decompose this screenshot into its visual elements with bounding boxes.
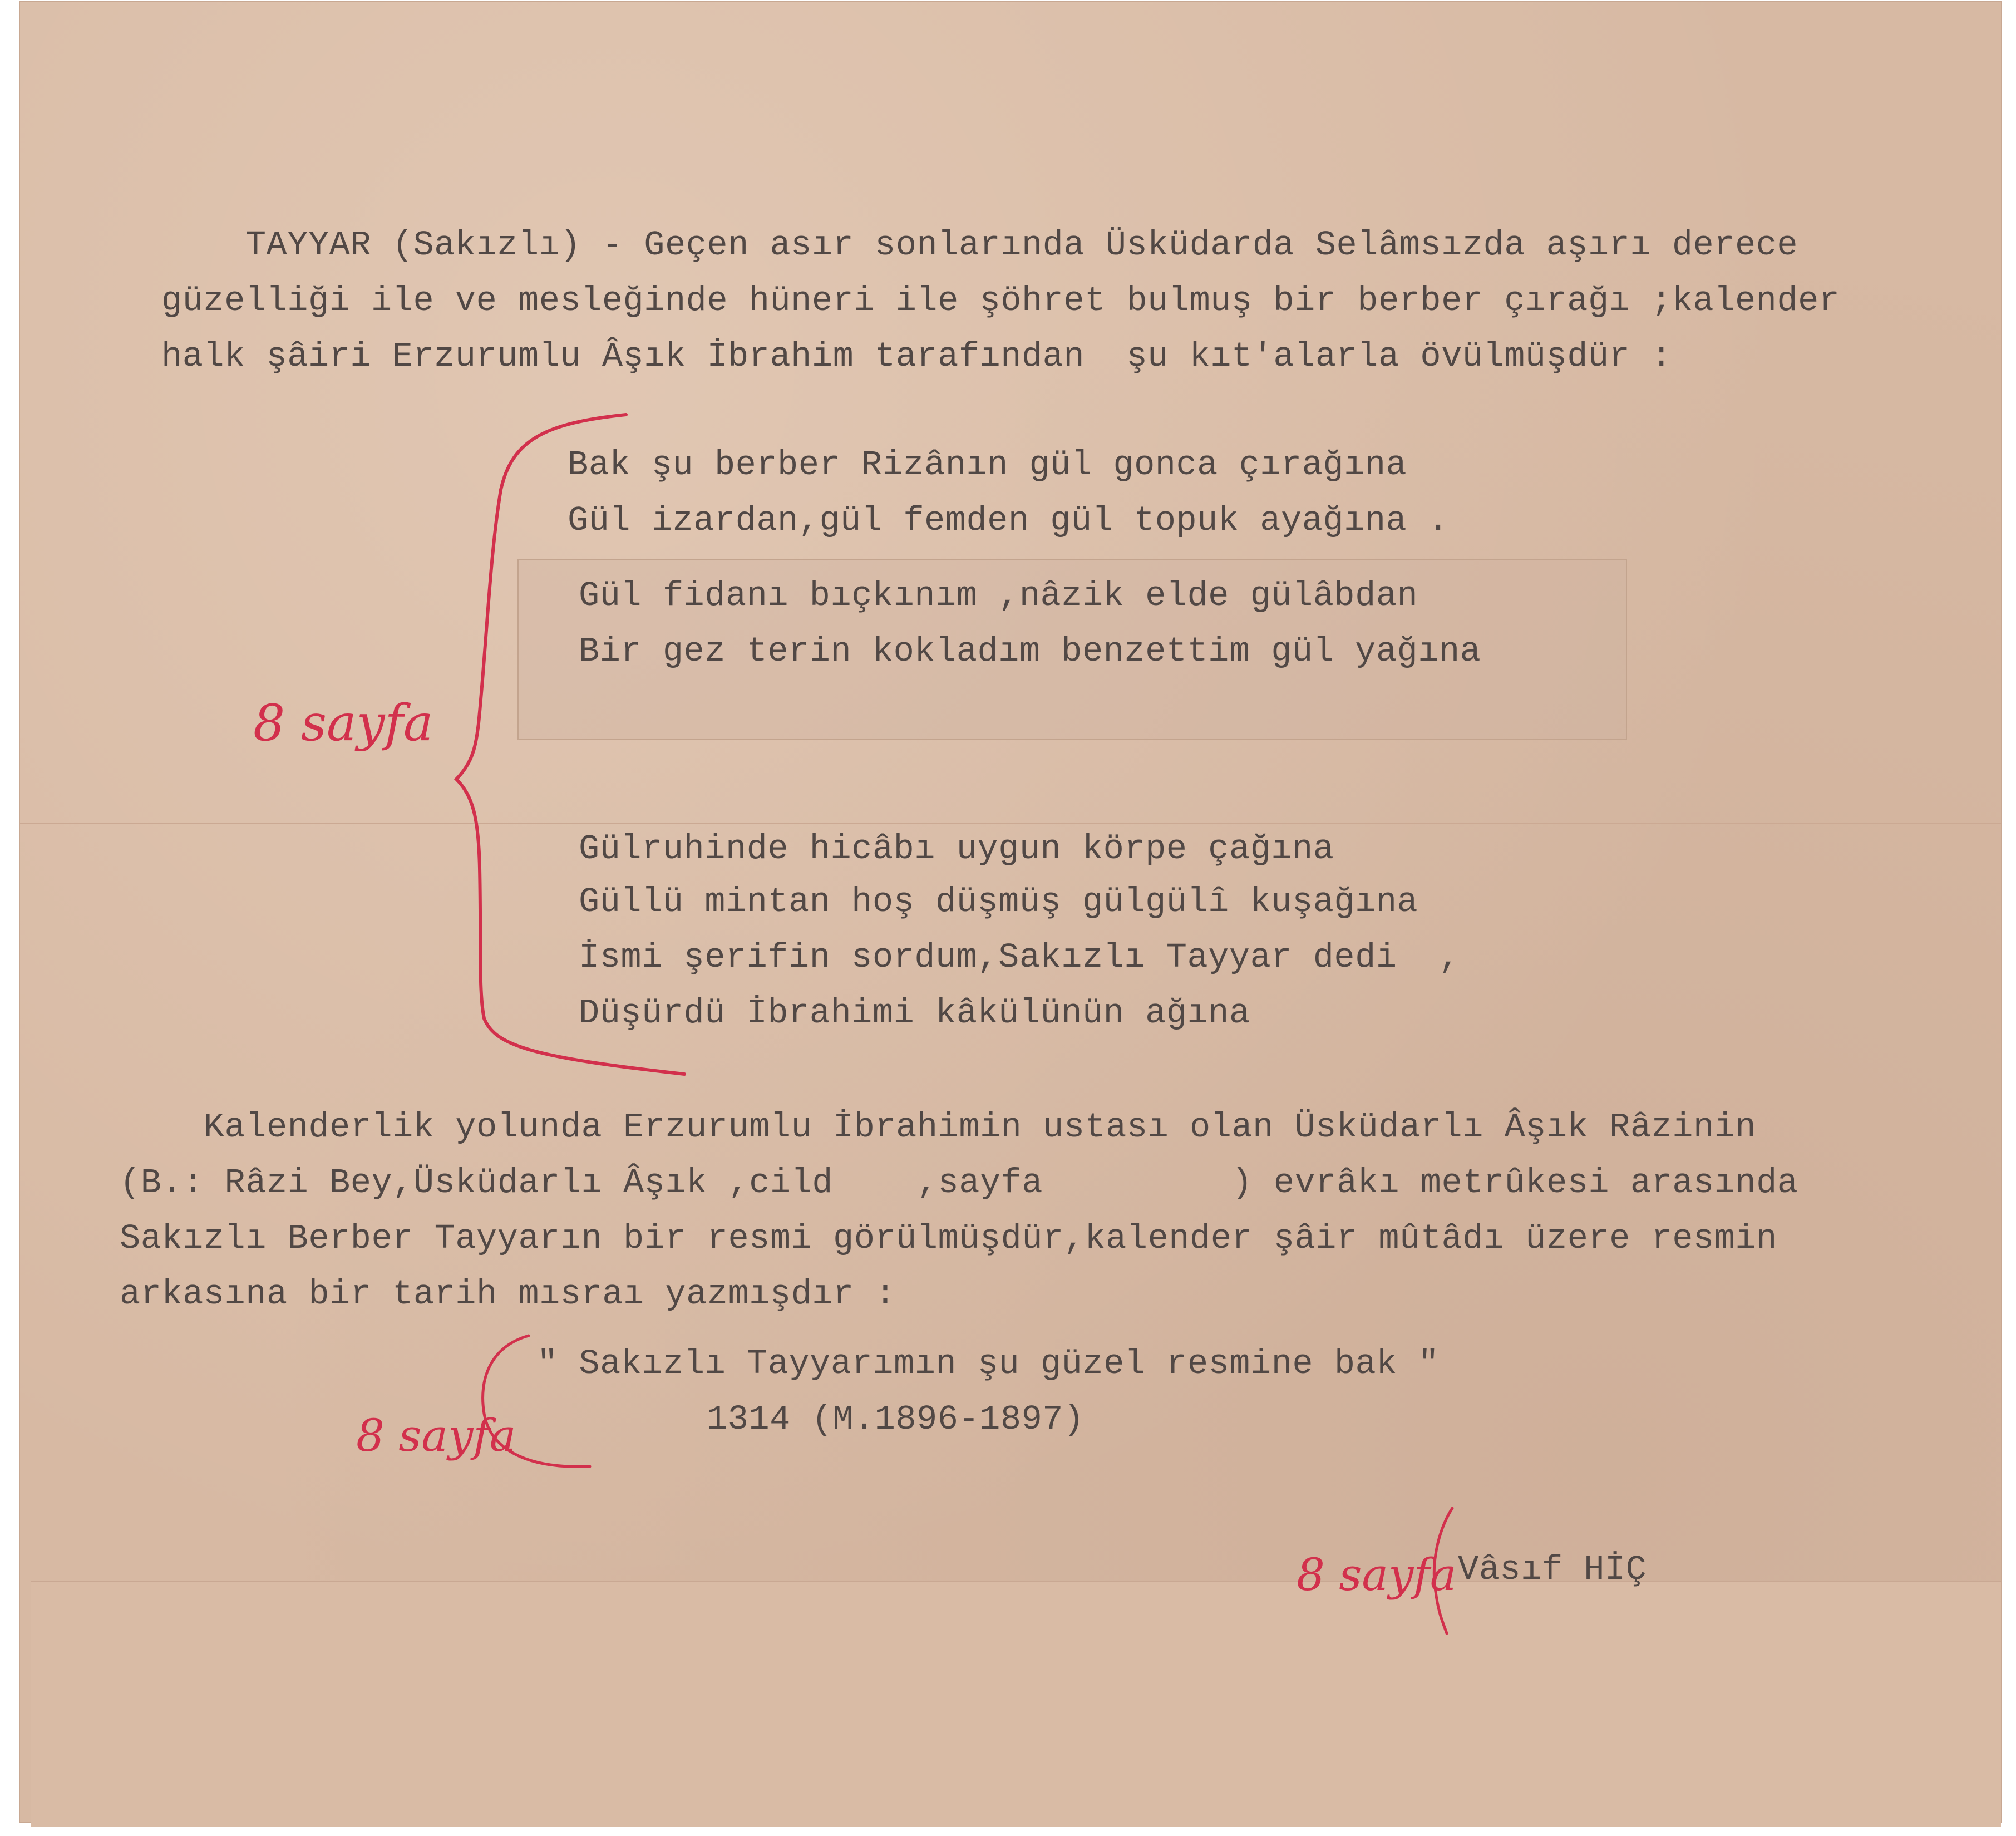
body-line-4: arkasına bir tarih mısraı yazmışdır : — [120, 1274, 896, 1314]
annotation-note-1: 8 sayfa — [253, 694, 433, 752]
poem-stanza1-line2: Gül izardan,gül femden gül topuk ayağına . — [568, 501, 1449, 540]
annotation-note-2: 8 sayfa — [356, 1410, 516, 1461]
poem-stanza3-line2: Güllü mintan hoş düşmüş gülgülî kuşağına — [579, 882, 1418, 922]
large-bracket — [456, 415, 684, 1074]
intro-line-3: halk şâiri Erzurumlu Âşık İbrahim tarafından şu kıt'alarla övülmüşdür : — [161, 337, 1672, 376]
signature: Vâsıf HİÇ — [1458, 1550, 1647, 1589]
body-line-2: (B.: Râzi Bey,Üsküdarlı Âşık ,cild ,sayfa ) evrâkı metrûkesi arasında — [120, 1163, 1798, 1203]
poem-stanza1-line1: Bak şu berber Rizânın gül gonca çırağına — [568, 445, 1407, 485]
intro-line-1: TAYYAR (Sakızlı) - Geçen asır sonlarında Üsküdarda Selâmsızda aşırı derece — [161, 225, 1798, 265]
body-line-1: Kalenderlik yolunda Erzurumlu İbrahimin ustası olan Üsküdarlı Âşık Râzinin — [120, 1107, 1757, 1147]
small-bracket-tarih — [483, 1336, 590, 1466]
poem-stanza2-line1: Gül fidanı bıçkınım ,nâzik elde gülâbdan — [579, 576, 1418, 616]
tarih-verse: " Sakızlı Tayyarımın şu güzel resmine bak " — [537, 1344, 1440, 1384]
body-line-3: Sakızlı Berber Tayyarın bir resmi görülmüşdür,kalender şâir mûtâdı üzere resmin — [120, 1219, 1777, 1258]
poem-stanza3-line3: İsmi şerifin sordum,Sakızlı Tayyar dedi , — [579, 938, 1460, 977]
tarih-year: 1314 (M.1896-1897) — [707, 1400, 1085, 1439]
poem-stanza2-line2: Bir gez terin kokladım benzettim gül yağına — [579, 632, 1481, 671]
poem-stanza3-line1: Gülruhinde hicâbı uygun körpe çağına — [579, 829, 1334, 869]
annotation-note-3: 8 sayfa — [1297, 1549, 1457, 1601]
small-bracket-signature — [1434, 1508, 1452, 1633]
poem-stanza3-line4: Düşürdü İbrahimi kâkülünün ağına — [579, 993, 1250, 1033]
intro-line-2: güzelliği ile ve mesleğinde hüneri ile şöhret bulmuş bir berber çırağı ;kalender — [161, 281, 1840, 321]
